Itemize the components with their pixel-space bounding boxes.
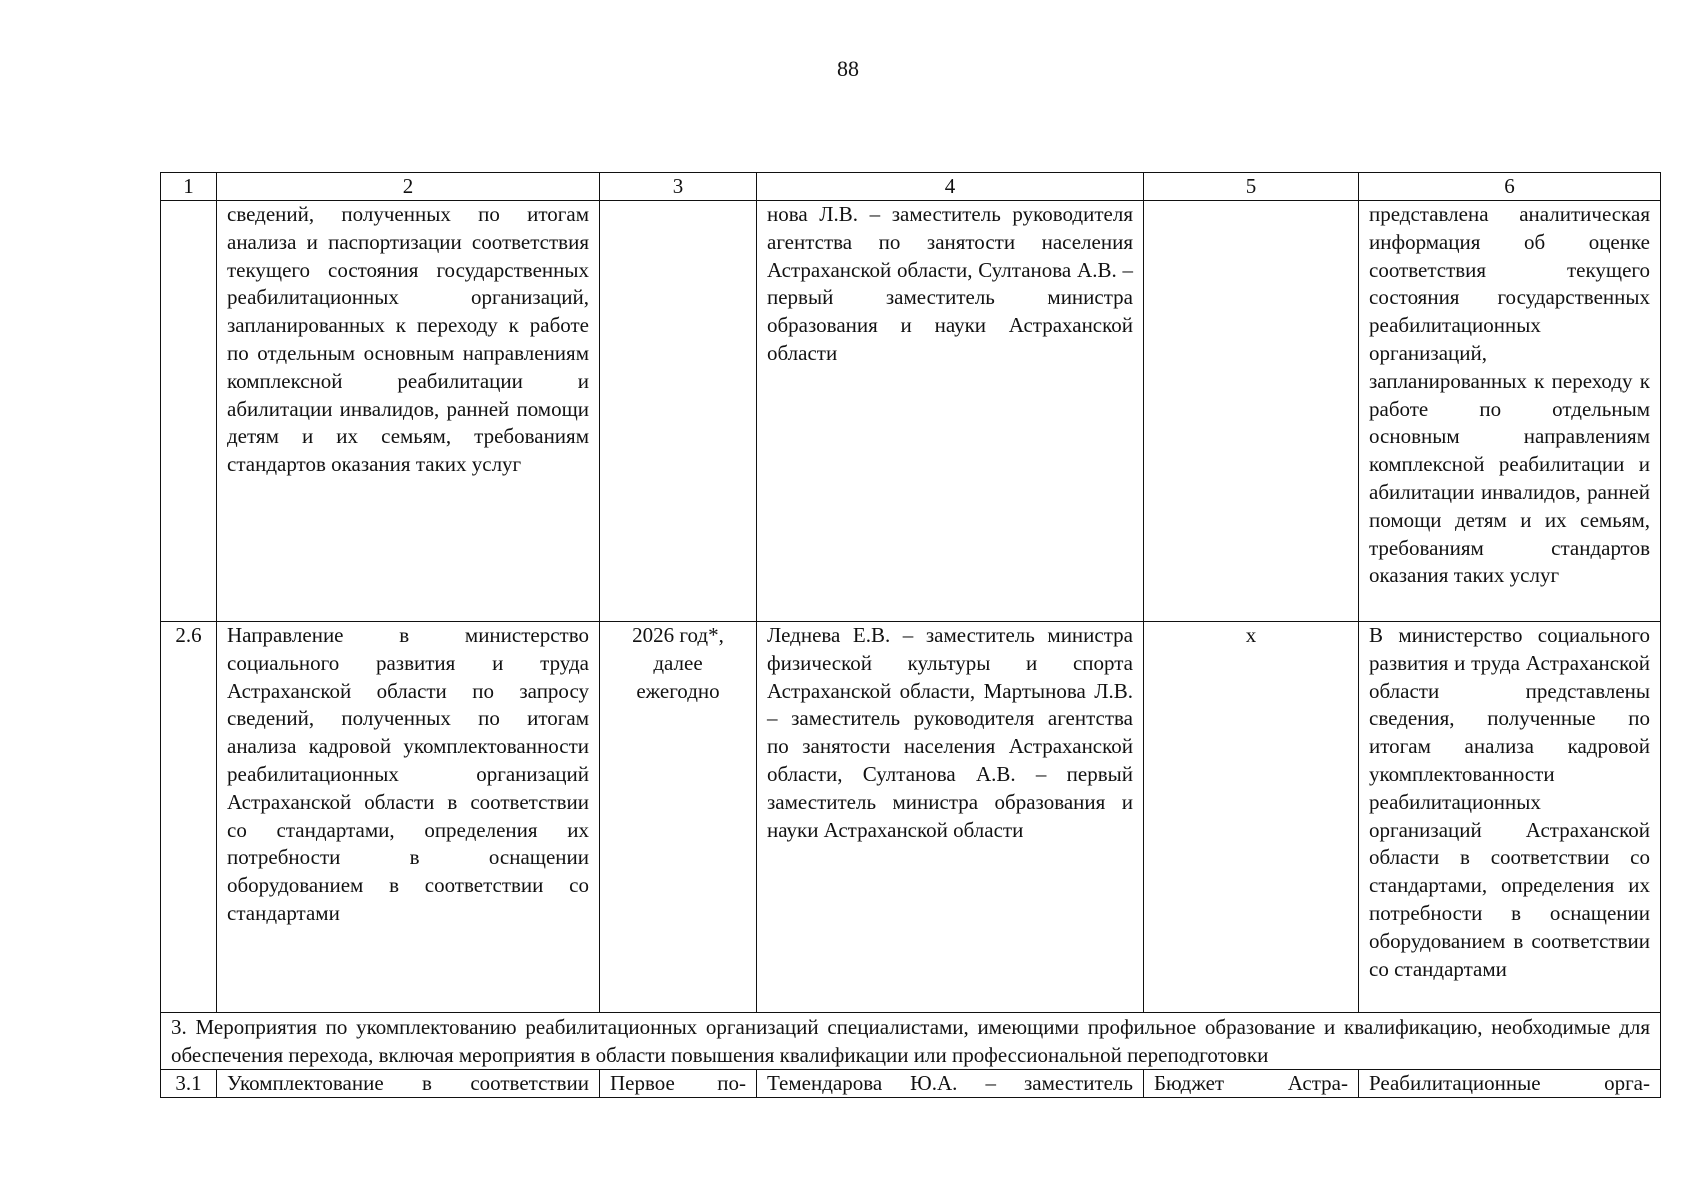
responsible-persons: Темендарова Ю.А. – заместитель [757,1070,1144,1098]
funding-source: х [1144,622,1359,1013]
header-col-2: 2 [217,173,600,201]
header-col-6: 6 [1359,173,1661,201]
table-row-2-6 [161,622,1661,1013]
deadline: 2026 год*, далее ежегодно [600,622,757,1013]
expected-result: В министерство социального развития и труда Астраханской области представлены сведения, полученные по итогам анализа кадровой укомплектованности реабилитационных организаций Астраханской области в соответствии со стандартами, определения их потребности в оснащении оборудованием в соответствии со стандартами [1359,622,1661,1013]
section-heading-row [161,1013,1661,1070]
table-row-3-1 [161,1070,1661,1098]
measure-description: Укомплектование в соответствии [217,1070,600,1098]
responsible-persons: нова Л.В. – заместитель руководителя агентства по занятости населения Астраханской области, Султанова А.В. – первый заместитель министра образования и науки Астраханской области [757,201,1144,622]
funding-source: Бюджет Астра- [1144,1070,1359,1098]
measure-description: Направление в министерство социального развития и труда Астраханской области по запросу сведений, полученных по итогам анализа кадровой укомплектованности реабилитационных организаций Астраханской области в соответствии со стандартами, определения их потребности в оснащении оборудованием в соответствии со стандартами [217,622,600,1013]
deadline: Первое по- [600,1070,757,1098]
header-col-5: 5 [1144,173,1359,201]
table-header-row [161,173,1661,201]
page-number: 88 [837,56,859,81]
header-col-4: 4 [757,173,1144,201]
row-number: 2.6 [161,622,217,1013]
header-col-1: 1 [161,173,217,201]
deadline [600,201,757,622]
expected-result: представлена аналитическая информация об оценке соответствия текущего состояния государственных реабилитационных организаций, запланированных к переходу к работе по отдельным основным направлениям комплексной реабилитации и абилитации инвалидов, ранней помощи детям и их семьям, требованиям стандартов оказания таких услуг [1359,201,1661,622]
funding-source [1144,201,1359,622]
row-number: 3.1 [161,1070,217,1098]
measures-table [160,172,1661,1098]
expected-result: Реабилитационные орга- [1359,1070,1661,1098]
table-row-continuation [161,201,1661,622]
section-3-heading: 3. Мероприятия по укомплектованию реабилитационных организаций специалистами, имеющими профильное образование и квалификацию, необходимые для обеспечения перехода, включая мероприятия в области повышения квалификации или профессиональной переподготовки [161,1013,1661,1070]
responsible-persons: Леднева Е.В. – заместитель министра физической культуры и спорта Астраханской области, Мартынова Л.В. – заместитель руководителя агентства по занятости населения Астраханской области, Султанова А.В. – первый заместитель министра образования и науки Астраханской области [757,622,1144,1013]
header-col-3: 3 [600,173,757,201]
row-number [161,201,217,622]
measure-description: сведений, полученных по итогам анализа и паспортизации соответствия текущего состояния государственных реабилитационных организаций, запланированных к переходу к работе по отдельным основным направлениям комплексной реабилитации и абилитации инвалидов, ранней помощи детям и их семьям, требованиям стандартов оказания таких услуг [217,201,600,622]
